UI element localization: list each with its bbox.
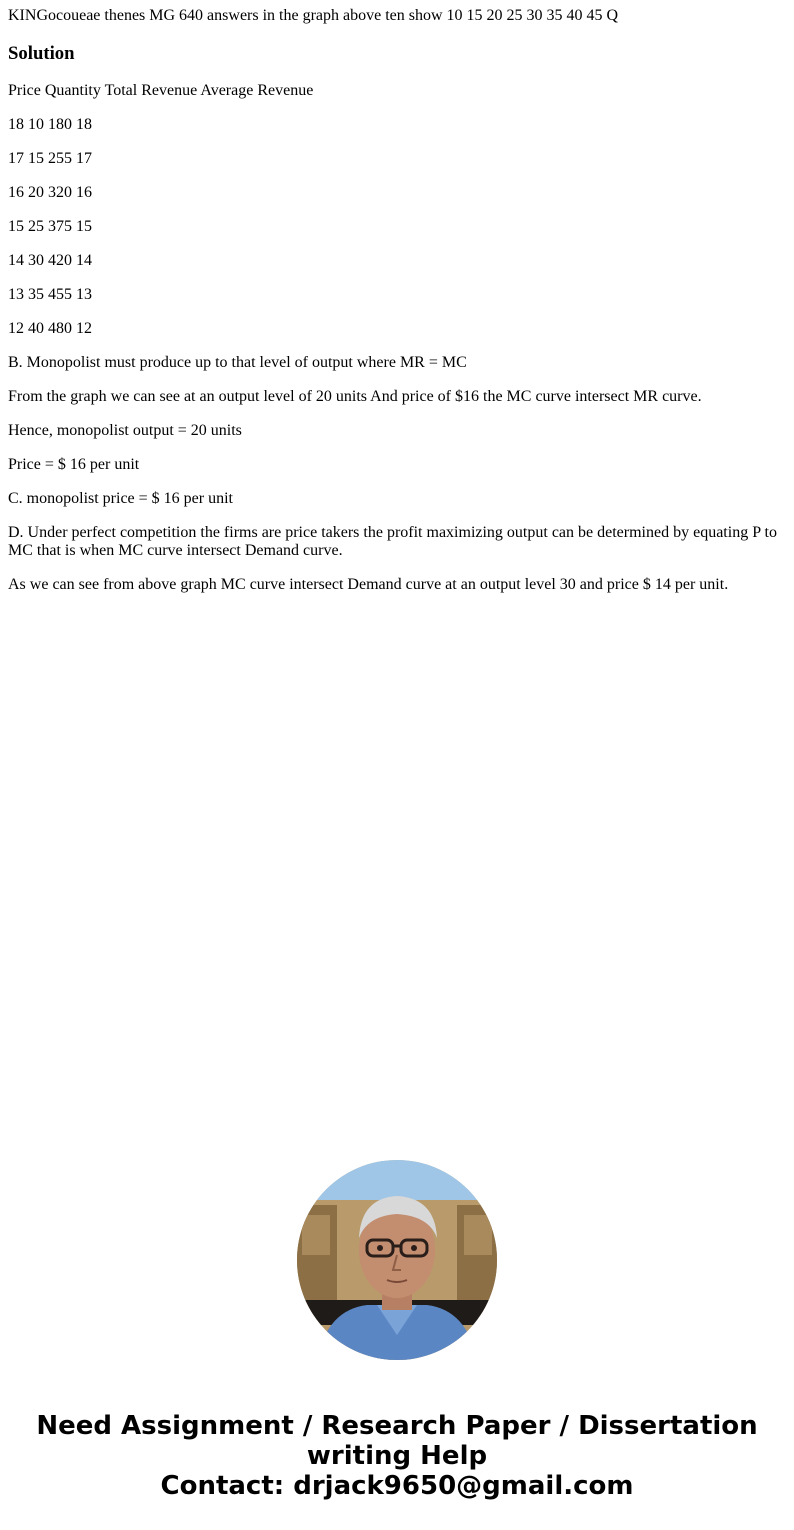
table-row: 16 20 320 16 bbox=[8, 184, 92, 201]
table-row: 18 10 180 18 bbox=[8, 116, 92, 133]
avatar bbox=[297, 1160, 497, 1360]
answer-b: B. Monopolist must produce up to that level of output where MR = MC bbox=[8, 354, 467, 371]
table-header: Price Quantity Total Revenue Average Revenue bbox=[8, 82, 314, 99]
table-row: 13 35 455 13 bbox=[8, 286, 92, 303]
answer-b-graph-note: From the graph we can see at an output level of 20 units And price of $16 the MC curve intersect MR curve. bbox=[8, 388, 702, 405]
document-body bbox=[0, 7, 794, 594]
answer-c: C. monopolist price = $ 16 per unit bbox=[8, 490, 233, 507]
answer-d: D. Under perfect competition the firms are price takers the profit maximizing output can be determined by equating P to MC that is when MC curve intersect Demand curve. bbox=[8, 524, 777, 559]
answer-b-output: Hence, monopolist output = 20 units bbox=[8, 422, 242, 439]
question-text: KINGocoueae thenes MG 640 answers in the graph above ten show 10 15 20 25 30 35 40 45 Q bbox=[8, 7, 619, 24]
promo-line-2: writing Help bbox=[306, 1441, 488, 1471]
solution-heading: Solution bbox=[8, 43, 75, 64]
person-photo-icon bbox=[297, 1160, 497, 1360]
table-row: 12 40 480 12 bbox=[8, 320, 92, 337]
table-row: 15 25 375 15 bbox=[8, 218, 92, 235]
contact-email: Contact: drjack9650@gmail.com bbox=[160, 1471, 634, 1501]
answer-d-conclusion: As we can see from above graph MC curve intersect Demand curve at an output level 30 and price $ 14 per unit. bbox=[8, 576, 729, 593]
promo-line-1: Need Assignment / Research Paper / Dissertation bbox=[36, 1411, 758, 1441]
table-row: 17 15 255 17 bbox=[8, 150, 92, 167]
answer-b-price: Price = $ 16 per unit bbox=[8, 456, 140, 473]
promo-footer bbox=[0, 1411, 794, 1501]
table-row: 14 30 420 14 bbox=[8, 252, 92, 269]
